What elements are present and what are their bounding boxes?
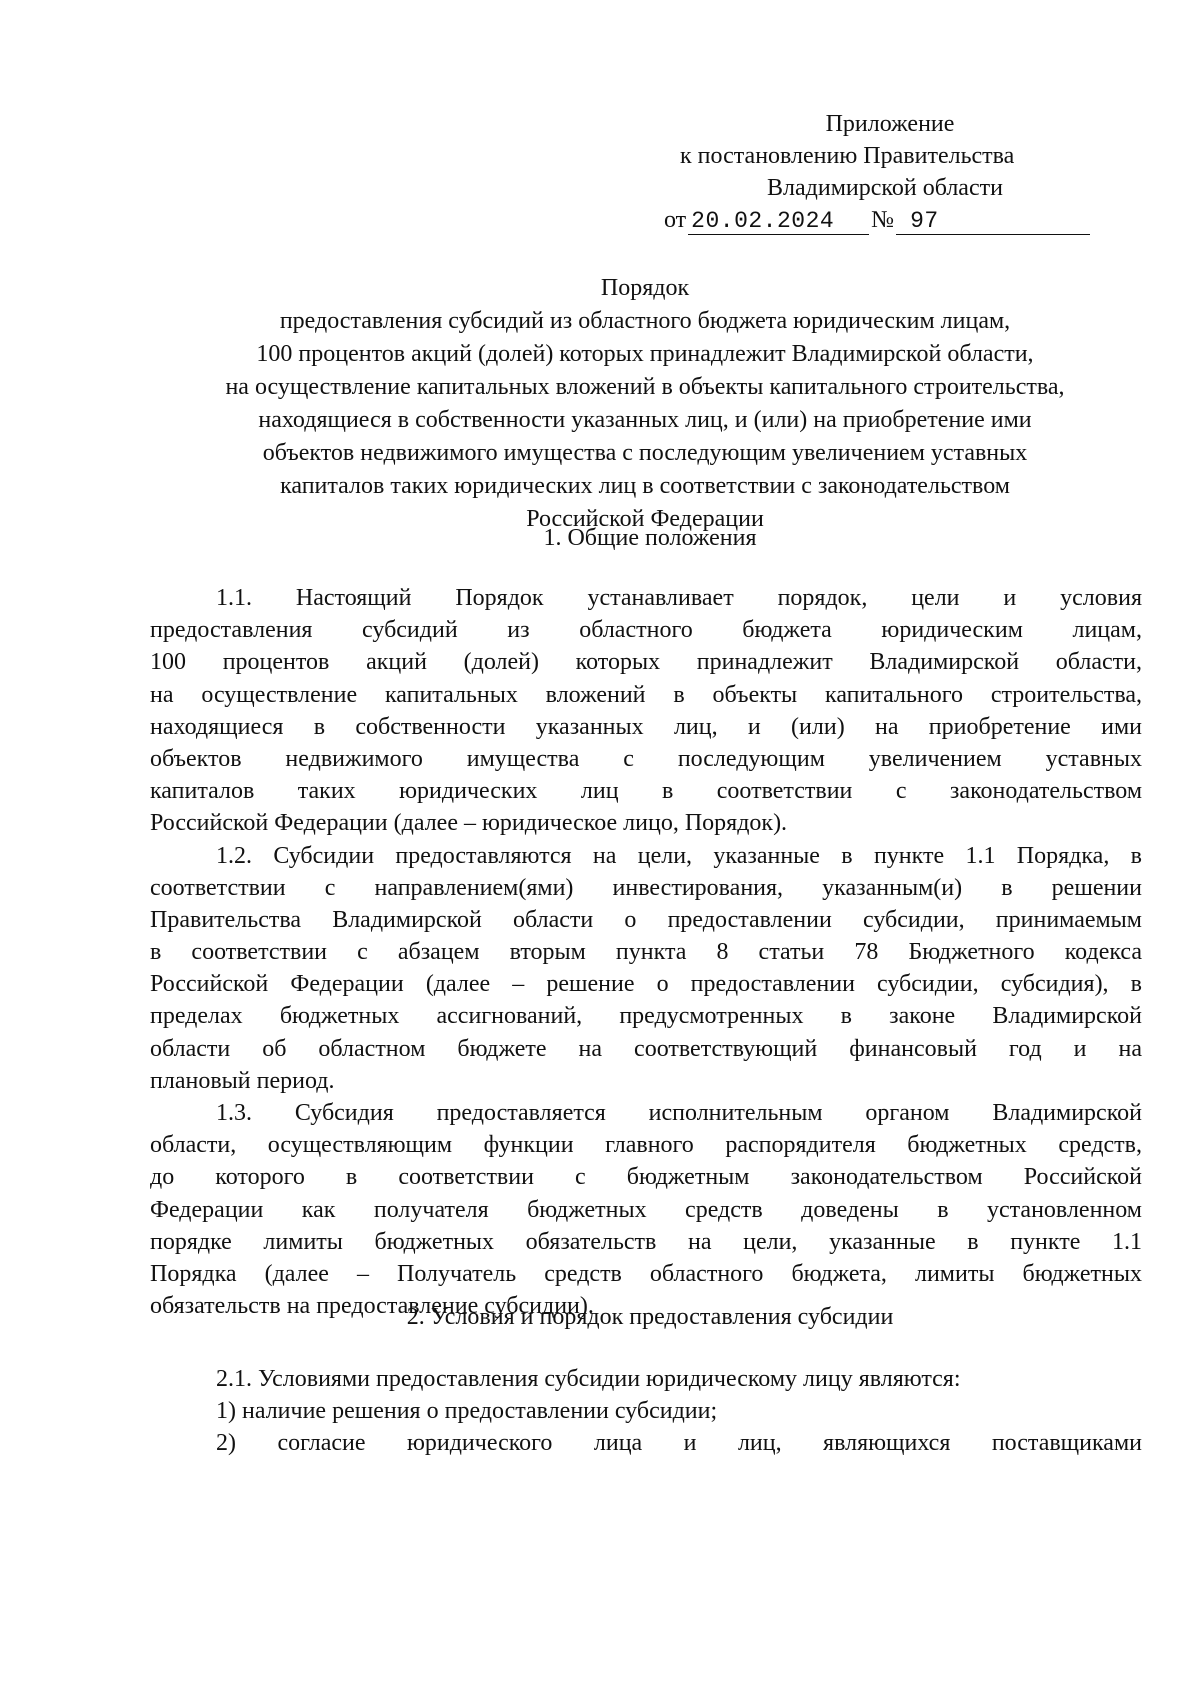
paragraph-line: 1.2. Субсидии предоставляются на цели, указанные в пункте 1.1 Порядка, в (216, 842, 1142, 869)
paragraph-line: на осуществление капитальных вложений в объекты капитального строительства, (150, 681, 1142, 708)
paragraph-line: плановый период. (150, 1067, 335, 1094)
resolution-number: 97 (896, 208, 1090, 235)
appendix-region-line: Владимирской области (767, 175, 1003, 201)
paragraph-line: Федерации как получателя бюджетных средств доведены в установленном (150, 1196, 1142, 1223)
paragraph-line: соответствии с направлением(ями) инвестирования, указанным(и) в решении (150, 874, 1142, 901)
appendix-resolution-line: к постановлению Правительства (680, 143, 1015, 169)
paragraph-line: пределах бюджетных ассигнований, предусмотренных в законе Владимирской (150, 1003, 1142, 1030)
paragraph-line: предоставления субсидий из областного бюджета юридическим лицам, (150, 617, 1142, 644)
title-line: Российской Федерации (526, 506, 764, 532)
section-2-heading: 2. Условия и порядок предоставления субсидии (406, 1304, 894, 1330)
paragraph-line: 1.3. Субсидия предоставляется исполнительным органом Владимирской (216, 1100, 1142, 1126)
section-1-body (150, 582, 1142, 1322)
title-line: находящиеся в собственности указанных лиц, и (или) на приобретение ими (258, 407, 1032, 433)
paragraph-line: Правительства Владимирской области о предоставлении субсидии, принимаемым (150, 906, 1142, 933)
paragraph-line: порядке лимиты бюджетных обязательств на цели, указанные в пункте 1.1 (150, 1228, 1142, 1255)
title-line: капиталов таких юридических лиц в соответствии с законодательством (280, 473, 1010, 499)
title-line: на осуществление капитальных вложений в объекты капитального строительства, (225, 374, 1065, 400)
document-title (110, 272, 1180, 536)
paragraph-line: Порядка (далее – Получатель средств областного бюджета, лимиты бюджетных (150, 1260, 1142, 1287)
resolution-reference (660, 204, 1090, 236)
appendix-header (660, 108, 1090, 236)
paragraph-line: 2) согласие юридического лица и лиц, являющихся поставщиками (216, 1430, 1142, 1457)
resolution-date: 20.02.2024 (688, 208, 869, 235)
ref-number-label: № (871, 207, 895, 233)
paragraph-line: области об областном бюджете на соответствующий финансовый год и на (150, 1035, 1142, 1062)
paragraph-line: Российской Федерации (далее – решение о предоставлении субсидии, субсидия), в (150, 971, 1142, 998)
title-line: объектов недвижимого имущества с последующим увеличением уставных (262, 440, 1028, 466)
paragraph-line: в соответствии с абзацем вторым пункта 8 статьи 78 Бюджетного кодекса (150, 939, 1142, 966)
title-line: 100 процентов акций (долей) которых принадлежит Владимирской области, (256, 341, 1034, 367)
paragraph-line: 2.1. Условиями предоставления субсидии юридическому лицу являются: (216, 1366, 961, 1392)
appendix-label: Приложение (825, 111, 955, 137)
paragraph-line: 100 процентов акций (долей) которых принадлежит Владимирской области, (150, 649, 1142, 676)
title-line: предоставления субсидий из областного бюджета юридическим лицам, (279, 308, 1011, 334)
paragraph-line: 1) наличие решения о предоставлении субсидии; (216, 1398, 718, 1425)
paragraph-line: до которого в соответствии с бюджетным законодательством Российской (150, 1164, 1142, 1191)
paragraph-line: области, осуществляющим функции главного распорядителя бюджетных средств, (150, 1132, 1142, 1159)
paragraph-line: Российской Федерации (далее – юридическое лицо, Порядок). (150, 810, 788, 837)
section-1-heading: 1. Общие положения (543, 525, 757, 551)
paragraph-line: капиталов таких юридических лиц в соответствии с законодательством (150, 778, 1142, 805)
title-heading: Порядок (600, 275, 690, 301)
section-2-body (150, 1363, 1142, 1460)
paragraph-line: обязательств на предоставление субсидии). (150, 1293, 594, 1320)
paragraph-line: находящиеся в собственности указанных лиц, и (или) на приобретение ими (150, 713, 1142, 740)
paragraph-line: объектов недвижимого имущества с последующим увеличением уставных (150, 745, 1142, 772)
paragraph-line: 1.1. Настоящий Порядок устанавливает порядок, цели и условия (216, 585, 1142, 611)
ref-prefix: от (664, 207, 687, 233)
